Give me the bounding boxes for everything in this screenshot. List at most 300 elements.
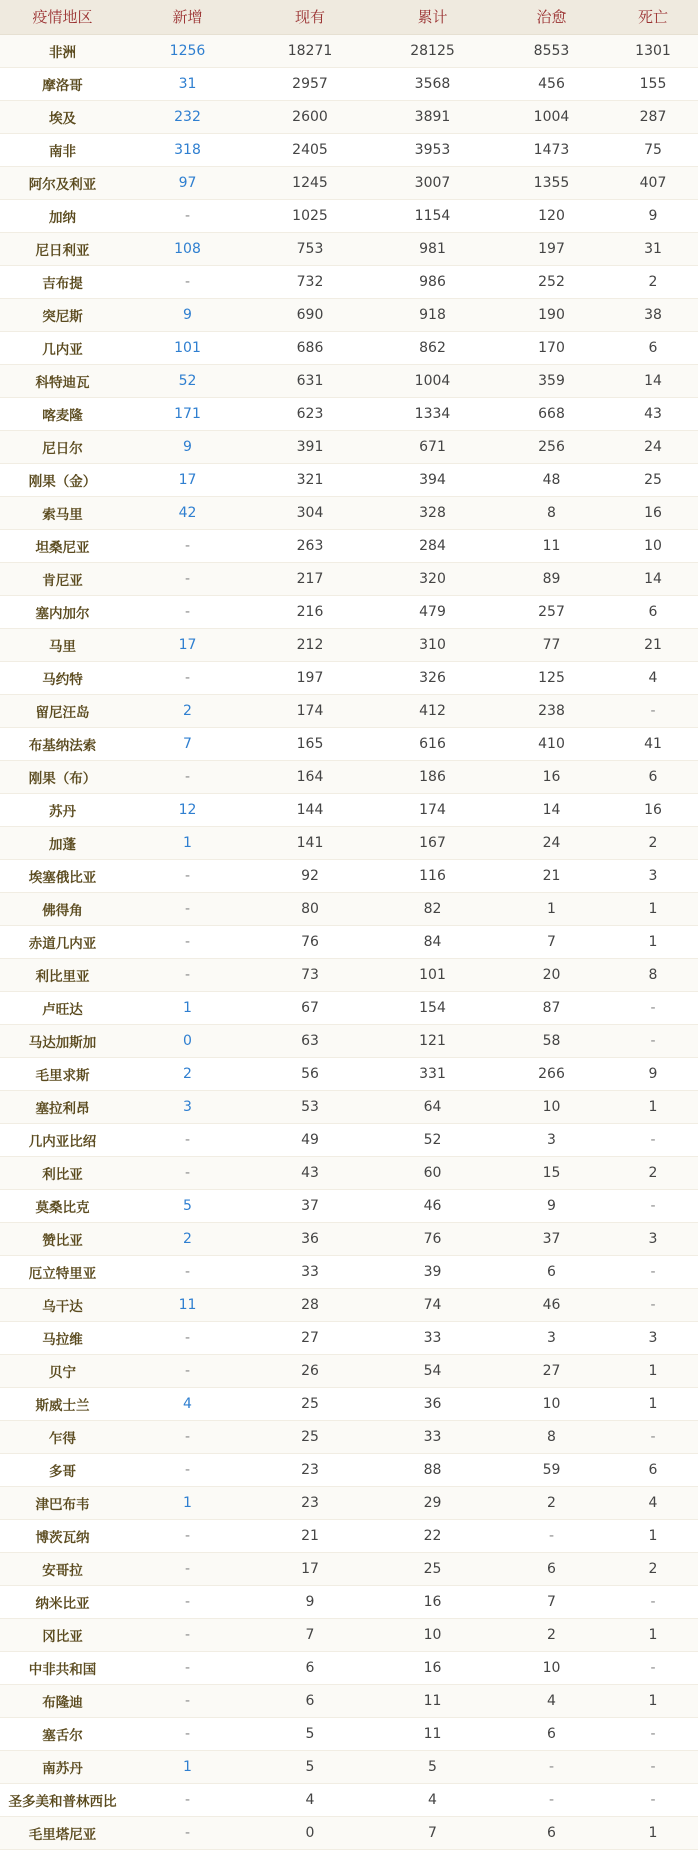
recovered-cell: 77 — [495, 628, 608, 661]
recovered-cell: 11 — [495, 529, 608, 562]
new-cell: 17 — [125, 463, 250, 496]
recovered-cell: 59 — [495, 1453, 608, 1486]
recovered-cell: 1355 — [495, 166, 608, 199]
recovered-cell: 89 — [495, 562, 608, 595]
new-cell: 12 — [125, 793, 250, 826]
table-row — [0, 1684, 698, 1717]
deaths-cell: 8 — [608, 958, 698, 991]
table-row — [0, 1519, 698, 1552]
table-row — [0, 1618, 698, 1651]
table-row — [0, 1783, 698, 1816]
deaths-cell: 1 — [608, 1354, 698, 1387]
current-cell: 21 — [250, 1519, 370, 1552]
deaths-cell: 10 — [608, 529, 698, 562]
total-cell: 121 — [370, 1024, 495, 1057]
table-row — [0, 265, 698, 298]
total-cell: 46 — [370, 1189, 495, 1222]
deaths-cell: 6 — [608, 1453, 698, 1486]
table-row — [0, 1486, 698, 1519]
current-cell: 174 — [250, 694, 370, 727]
new-cell: - — [125, 958, 250, 991]
current-cell: 26 — [250, 1354, 370, 1387]
new-cell: 232 — [125, 100, 250, 133]
new-cell: 5 — [125, 1189, 250, 1222]
total-cell: 1004 — [370, 364, 495, 397]
recovered-cell: 8 — [495, 496, 608, 529]
header-recovered: 治愈 — [495, 0, 608, 34]
region-cell: 阿尔及利亚 — [0, 166, 125, 199]
region-cell: 埃塞俄比亚 — [0, 859, 125, 892]
recovered-cell: 10 — [495, 1651, 608, 1684]
region-cell: 肯尼亚 — [0, 562, 125, 595]
deaths-cell: 14 — [608, 562, 698, 595]
deaths-cell: 1 — [608, 1618, 698, 1651]
current-cell: 18271 — [250, 34, 370, 67]
deaths-cell: 14 — [608, 364, 698, 397]
recovered-cell: 2 — [495, 1486, 608, 1519]
new-cell: 31 — [125, 67, 250, 100]
recovered-cell: 20 — [495, 958, 608, 991]
new-cell: - — [125, 760, 250, 793]
region-cell: 赤道几内亚 — [0, 925, 125, 958]
region-cell: 吉布提 — [0, 265, 125, 298]
deaths-cell: 1 — [608, 925, 698, 958]
deaths-cell: 155 — [608, 67, 698, 100]
table-row — [0, 1321, 698, 1354]
recovered-cell: 1004 — [495, 100, 608, 133]
new-cell: 4 — [125, 1387, 250, 1420]
table-row — [0, 1288, 698, 1321]
deaths-cell: - — [608, 1717, 698, 1750]
header-current: 现有 — [250, 0, 370, 34]
recovered-cell: 87 — [495, 991, 608, 1024]
total-cell: 76 — [370, 1222, 495, 1255]
header-new: 新增 — [125, 0, 250, 34]
recovered-cell: 16 — [495, 760, 608, 793]
total-cell: 1154 — [370, 199, 495, 232]
current-cell: 73 — [250, 958, 370, 991]
deaths-cell: 31 — [608, 232, 698, 265]
deaths-cell: 38 — [608, 298, 698, 331]
total-cell: 82 — [370, 892, 495, 925]
region-cell: 索马里 — [0, 496, 125, 529]
current-cell: 144 — [250, 793, 370, 826]
new-cell: 9 — [125, 430, 250, 463]
recovered-cell: 48 — [495, 463, 608, 496]
total-cell: 331 — [370, 1057, 495, 1090]
region-cell: 布隆迪 — [0, 1684, 125, 1717]
deaths-cell: 3 — [608, 1222, 698, 1255]
total-cell: 326 — [370, 661, 495, 694]
new-cell: - — [125, 1321, 250, 1354]
table-row — [0, 1750, 698, 1783]
new-cell: 108 — [125, 232, 250, 265]
current-cell: 33 — [250, 1255, 370, 1288]
new-cell: - — [125, 595, 250, 628]
total-cell: 11 — [370, 1717, 495, 1750]
new-cell: - — [125, 925, 250, 958]
total-cell: 394 — [370, 463, 495, 496]
total-cell: 310 — [370, 628, 495, 661]
table-row — [0, 1123, 698, 1156]
table-row — [0, 661, 698, 694]
recovered-cell: 8 — [495, 1420, 608, 1453]
new-cell: 17 — [125, 628, 250, 661]
current-cell: 53 — [250, 1090, 370, 1123]
total-cell: 174 — [370, 793, 495, 826]
table-row — [0, 1585, 698, 1618]
total-cell: 167 — [370, 826, 495, 859]
table-row — [0, 496, 698, 529]
total-cell: 981 — [370, 232, 495, 265]
table-row — [0, 1420, 698, 1453]
current-cell: 76 — [250, 925, 370, 958]
current-cell: 6 — [250, 1651, 370, 1684]
recovered-cell: 170 — [495, 331, 608, 364]
recovered-cell: 14 — [495, 793, 608, 826]
total-cell: 36 — [370, 1387, 495, 1420]
deaths-cell: 3 — [608, 1321, 698, 1354]
total-cell: 479 — [370, 595, 495, 628]
table-row — [0, 760, 698, 793]
region-cell: 圣多美和普林西比 — [0, 1783, 125, 1816]
region-cell: 坦桑尼亚 — [0, 529, 125, 562]
recovered-cell: 27 — [495, 1354, 608, 1387]
total-cell: 60 — [370, 1156, 495, 1189]
table-row — [0, 430, 698, 463]
recovered-cell: 15 — [495, 1156, 608, 1189]
deaths-cell: 1 — [608, 1684, 698, 1717]
region-cell: 毛里求斯 — [0, 1057, 125, 1090]
recovered-cell: 10 — [495, 1090, 608, 1123]
deaths-cell: - — [608, 694, 698, 727]
current-cell: 49 — [250, 1123, 370, 1156]
total-cell: 616 — [370, 727, 495, 760]
header-deaths: 死亡 — [608, 0, 698, 34]
total-cell: 3007 — [370, 166, 495, 199]
total-cell: 101 — [370, 958, 495, 991]
deaths-cell: 6 — [608, 760, 698, 793]
current-cell: 23 — [250, 1453, 370, 1486]
region-cell: 布基纳法索 — [0, 727, 125, 760]
region-cell: 卢旺达 — [0, 991, 125, 1024]
recovered-cell: 21 — [495, 859, 608, 892]
recovered-cell: 9 — [495, 1189, 608, 1222]
new-cell: - — [125, 1585, 250, 1618]
table-row — [0, 859, 698, 892]
deaths-cell: 41 — [608, 727, 698, 760]
new-cell: - — [125, 1420, 250, 1453]
recovered-cell: 3 — [495, 1321, 608, 1354]
table-row — [0, 892, 698, 925]
table-row — [0, 199, 698, 232]
current-cell: 164 — [250, 760, 370, 793]
new-cell: - — [125, 1156, 250, 1189]
current-cell: 2957 — [250, 67, 370, 100]
table-row — [0, 133, 698, 166]
new-cell: 1 — [125, 1486, 250, 1519]
new-cell: 2 — [125, 694, 250, 727]
table-row — [0, 331, 698, 364]
region-cell: 莫桑比克 — [0, 1189, 125, 1222]
current-cell: 9 — [250, 1585, 370, 1618]
recovered-cell: 125 — [495, 661, 608, 694]
total-cell: 671 — [370, 430, 495, 463]
current-cell: 197 — [250, 661, 370, 694]
deaths-cell: 1 — [608, 892, 698, 925]
current-cell: 5 — [250, 1717, 370, 1750]
region-cell: 埃及 — [0, 100, 125, 133]
deaths-cell: - — [608, 1651, 698, 1684]
deaths-cell: - — [608, 1420, 698, 1453]
current-cell: 17 — [250, 1552, 370, 1585]
new-cell: - — [125, 1816, 250, 1849]
current-cell: 2600 — [250, 100, 370, 133]
new-cell: 1 — [125, 1750, 250, 1783]
new-cell: - — [125, 1552, 250, 1585]
region-cell: 苏丹 — [0, 793, 125, 826]
new-cell: 42 — [125, 496, 250, 529]
deaths-cell: - — [608, 1585, 698, 1618]
deaths-cell: 2 — [608, 1156, 698, 1189]
table-row — [0, 100, 698, 133]
recovered-cell: - — [495, 1783, 608, 1816]
recovered-cell: 190 — [495, 298, 608, 331]
table-row — [0, 1189, 698, 1222]
deaths-cell: 21 — [608, 628, 698, 661]
recovered-cell: 2 — [495, 1618, 608, 1651]
table-row — [0, 34, 698, 67]
region-cell: 马拉维 — [0, 1321, 125, 1354]
current-cell: 5 — [250, 1750, 370, 1783]
recovered-cell: 7 — [495, 1585, 608, 1618]
table-row — [0, 826, 698, 859]
recovered-cell: 359 — [495, 364, 608, 397]
current-cell: 391 — [250, 430, 370, 463]
new-cell: - — [125, 1519, 250, 1552]
region-cell: 马约特 — [0, 661, 125, 694]
new-cell: 0 — [125, 1024, 250, 1057]
header-row — [0, 0, 698, 34]
current-cell: 212 — [250, 628, 370, 661]
header-region: 疫情地区 — [0, 0, 125, 34]
table-row — [0, 727, 698, 760]
deaths-cell: 75 — [608, 133, 698, 166]
region-cell: 塞内加尔 — [0, 595, 125, 628]
table-row — [0, 166, 698, 199]
total-cell: 7 — [370, 1816, 495, 1849]
new-cell: 97 — [125, 166, 250, 199]
recovered-cell: 24 — [495, 826, 608, 859]
table-row — [0, 463, 698, 496]
total-cell: 33 — [370, 1321, 495, 1354]
table-row — [0, 67, 698, 100]
deaths-cell: 287 — [608, 100, 698, 133]
total-cell: 328 — [370, 496, 495, 529]
new-cell: 9 — [125, 298, 250, 331]
new-cell: - — [125, 661, 250, 694]
region-cell: 博茨瓦纳 — [0, 1519, 125, 1552]
region-cell: 安哥拉 — [0, 1552, 125, 1585]
region-cell: 乌干达 — [0, 1288, 125, 1321]
total-cell: 16 — [370, 1585, 495, 1618]
deaths-cell: 1 — [608, 1519, 698, 1552]
current-cell: 63 — [250, 1024, 370, 1057]
current-cell: 304 — [250, 496, 370, 529]
deaths-cell: 24 — [608, 430, 698, 463]
recovered-cell: 1 — [495, 892, 608, 925]
current-cell: 28 — [250, 1288, 370, 1321]
current-cell: 217 — [250, 562, 370, 595]
region-cell: 摩洛哥 — [0, 67, 125, 100]
table-row — [0, 364, 698, 397]
table-row — [0, 1453, 698, 1486]
total-cell: 116 — [370, 859, 495, 892]
recovered-cell: 46 — [495, 1288, 608, 1321]
region-cell: 马达加斯加 — [0, 1024, 125, 1057]
new-cell: - — [125, 1651, 250, 1684]
total-cell: 39 — [370, 1255, 495, 1288]
total-cell: 320 — [370, 562, 495, 595]
total-cell: 3568 — [370, 67, 495, 100]
total-cell: 64 — [370, 1090, 495, 1123]
deaths-cell: 3 — [608, 859, 698, 892]
total-cell: 3891 — [370, 100, 495, 133]
new-cell: 1 — [125, 826, 250, 859]
deaths-cell: 4 — [608, 661, 698, 694]
region-cell: 冈比亚 — [0, 1618, 125, 1651]
deaths-cell: - — [608, 1189, 698, 1222]
current-cell: 753 — [250, 232, 370, 265]
table-row — [0, 1057, 698, 1090]
region-cell: 留尼汪岛 — [0, 694, 125, 727]
current-cell: 732 — [250, 265, 370, 298]
header-total: 累计 — [370, 0, 495, 34]
current-cell: 1025 — [250, 199, 370, 232]
current-cell: 25 — [250, 1420, 370, 1453]
recovered-cell: 257 — [495, 595, 608, 628]
region-cell: 刚果（金） — [0, 463, 125, 496]
current-cell: 37 — [250, 1189, 370, 1222]
table-row — [0, 1222, 698, 1255]
recovered-cell: 1473 — [495, 133, 608, 166]
new-cell: - — [125, 562, 250, 595]
recovered-cell: 7 — [495, 925, 608, 958]
recovered-cell: 6 — [495, 1255, 608, 1288]
new-cell: - — [125, 1717, 250, 1750]
region-cell: 尼日尔 — [0, 430, 125, 463]
deaths-cell: 43 — [608, 397, 698, 430]
current-cell: 27 — [250, 1321, 370, 1354]
new-cell: 1256 — [125, 34, 250, 67]
total-cell: 11 — [370, 1684, 495, 1717]
deaths-cell: - — [608, 991, 698, 1024]
table-row — [0, 1354, 698, 1387]
deaths-cell: 1 — [608, 1816, 698, 1849]
deaths-cell: 6 — [608, 595, 698, 628]
current-cell: 6 — [250, 1684, 370, 1717]
total-cell: 918 — [370, 298, 495, 331]
total-cell: 10 — [370, 1618, 495, 1651]
total-cell: 84 — [370, 925, 495, 958]
total-cell: 33 — [370, 1420, 495, 1453]
total-cell: 154 — [370, 991, 495, 1024]
deaths-cell: - — [608, 1750, 698, 1783]
deaths-cell: - — [608, 1288, 698, 1321]
table-row — [0, 1255, 698, 1288]
region-cell: 利比里亚 — [0, 958, 125, 991]
total-cell: 16 — [370, 1651, 495, 1684]
region-cell: 几内亚比绍 — [0, 1123, 125, 1156]
deaths-cell: 25 — [608, 463, 698, 496]
current-cell: 631 — [250, 364, 370, 397]
new-cell: 1 — [125, 991, 250, 1024]
region-cell: 斯威士兰 — [0, 1387, 125, 1420]
current-cell: 690 — [250, 298, 370, 331]
deaths-cell: 4 — [608, 1486, 698, 1519]
total-cell: 284 — [370, 529, 495, 562]
recovered-cell: - — [495, 1750, 608, 1783]
region-cell: 科特迪瓦 — [0, 364, 125, 397]
table-row — [0, 1717, 698, 1750]
total-cell: 54 — [370, 1354, 495, 1387]
new-cell: 2 — [125, 1222, 250, 1255]
new-cell: - — [125, 892, 250, 925]
table-row — [0, 991, 698, 1024]
recovered-cell: 120 — [495, 199, 608, 232]
deaths-cell: 1 — [608, 1090, 698, 1123]
recovered-cell: 4 — [495, 1684, 608, 1717]
table-row — [0, 1024, 698, 1057]
region-cell: 喀麦隆 — [0, 397, 125, 430]
current-cell: 165 — [250, 727, 370, 760]
recovered-cell: 266 — [495, 1057, 608, 1090]
total-cell: 3953 — [370, 133, 495, 166]
current-cell: 7 — [250, 1618, 370, 1651]
recovered-cell: 238 — [495, 694, 608, 727]
total-cell: 28125 — [370, 34, 495, 67]
region-cell: 塞舌尔 — [0, 1717, 125, 1750]
current-cell: 23 — [250, 1486, 370, 1519]
recovered-cell: 197 — [495, 232, 608, 265]
deaths-cell: - — [608, 1024, 698, 1057]
recovered-cell: 256 — [495, 430, 608, 463]
total-cell: 862 — [370, 331, 495, 364]
new-cell: - — [125, 859, 250, 892]
deaths-cell: - — [608, 1255, 698, 1288]
table-row — [0, 958, 698, 991]
current-cell: 4 — [250, 1783, 370, 1816]
region-cell: 突尼斯 — [0, 298, 125, 331]
total-cell: 88 — [370, 1453, 495, 1486]
table-row — [0, 793, 698, 826]
recovered-cell: 10 — [495, 1387, 608, 1420]
new-cell: - — [125, 1354, 250, 1387]
table-row — [0, 1156, 698, 1189]
region-cell: 中非共和国 — [0, 1651, 125, 1684]
table-row — [0, 1387, 698, 1420]
recovered-cell: 37 — [495, 1222, 608, 1255]
table-row — [0, 562, 698, 595]
current-cell: 321 — [250, 463, 370, 496]
table-row — [0, 529, 698, 562]
recovered-cell: 6 — [495, 1552, 608, 1585]
recovered-cell: 58 — [495, 1024, 608, 1057]
region-cell: 几内亚 — [0, 331, 125, 364]
new-cell: - — [125, 1255, 250, 1288]
table-row — [0, 595, 698, 628]
deaths-cell: 1301 — [608, 34, 698, 67]
